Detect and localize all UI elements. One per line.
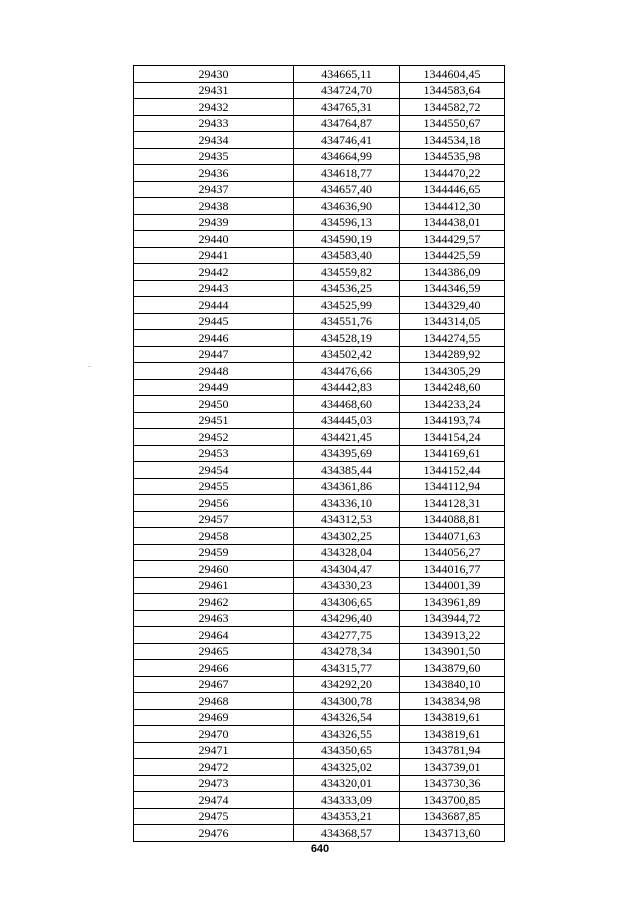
point-number-cell: 29458 (134, 528, 294, 545)
point-number-cell: 29471 (134, 742, 294, 759)
table-row (134, 561, 505, 578)
point-number-cell: 29442 (134, 264, 294, 281)
point-number-cell: 29450 (134, 396, 294, 413)
table-row (134, 825, 505, 842)
table-row (134, 676, 505, 693)
point-number-cell: 29455 (134, 478, 294, 495)
point-number-cell: 29443 (134, 280, 294, 297)
point-number-cell: 29460 (134, 561, 294, 578)
x-coordinate-cell: 434528,19 (294, 330, 400, 347)
x-coordinate-cell: 434315,77 (294, 660, 400, 677)
y-coordinate-cell: 1344154,24 (400, 429, 505, 446)
point-number-cell: 29446 (134, 330, 294, 347)
table-row (134, 693, 505, 710)
x-coordinate-cell: 434368,57 (294, 825, 400, 842)
x-coordinate-cell: 434476,66 (294, 363, 400, 380)
table-row (134, 231, 505, 248)
y-coordinate-cell: 1344429,57 (400, 231, 505, 248)
x-coordinate-cell: 434336,10 (294, 495, 400, 512)
point-number-cell: 29457 (134, 511, 294, 528)
y-coordinate-cell: 1343879,60 (400, 660, 505, 677)
point-number-cell: 29473 (134, 775, 294, 792)
y-coordinate-cell: 1344386,09 (400, 264, 505, 281)
y-coordinate-cell: 1344088,81 (400, 511, 505, 528)
x-coordinate-cell: 434421,45 (294, 429, 400, 446)
point-number-cell: 29430 (134, 66, 294, 83)
point-number-cell: 29433 (134, 115, 294, 132)
table-row (134, 181, 505, 198)
y-coordinate-cell: 1343687,85 (400, 808, 505, 825)
table-row (134, 198, 505, 215)
point-number-cell: 29464 (134, 627, 294, 644)
point-number-cell: 29445 (134, 313, 294, 330)
y-coordinate-cell: 1344233,24 (400, 396, 505, 413)
y-coordinate-cell: 1343739,01 (400, 759, 505, 776)
table-row (134, 379, 505, 396)
y-coordinate-cell: 1344604,45 (400, 66, 505, 83)
y-coordinate-cell: 1343730,36 (400, 775, 505, 792)
table-row (134, 511, 505, 528)
x-coordinate-cell: 434330,23 (294, 577, 400, 594)
x-coordinate-cell: 434636,90 (294, 198, 400, 215)
page-number: 640 (310, 843, 330, 855)
x-coordinate-cell: 434300,78 (294, 693, 400, 710)
table-row (134, 148, 505, 165)
table-row (134, 544, 505, 561)
point-number-cell: 29461 (134, 577, 294, 594)
y-coordinate-cell: 1343961,89 (400, 594, 505, 611)
x-coordinate-cell: 434583,40 (294, 247, 400, 264)
x-coordinate-cell: 434551,76 (294, 313, 400, 330)
table-row (134, 363, 505, 380)
y-coordinate-cell: 1344534,18 (400, 132, 505, 149)
x-coordinate-cell: 434361,86 (294, 478, 400, 495)
point-number-cell: 29465 (134, 643, 294, 660)
point-number-cell: 29469 (134, 709, 294, 726)
x-coordinate-cell: 434445,03 (294, 412, 400, 429)
x-coordinate-cell: 434328,04 (294, 544, 400, 561)
y-coordinate-cell: 1344274,55 (400, 330, 505, 347)
y-coordinate-cell: 1344128,31 (400, 495, 505, 512)
x-coordinate-cell: 434664,99 (294, 148, 400, 165)
point-number-cell: 29436 (134, 165, 294, 182)
x-coordinate-cell: 434333,09 (294, 792, 400, 809)
table-row (134, 759, 505, 776)
point-number-cell: 29437 (134, 181, 294, 198)
table-row (134, 495, 505, 512)
table-row (134, 66, 505, 83)
x-coordinate-cell: 434385,44 (294, 462, 400, 479)
x-coordinate-cell: 434304,47 (294, 561, 400, 578)
y-coordinate-cell: 1344550,67 (400, 115, 505, 132)
point-number-cell: 29468 (134, 693, 294, 710)
table-row (134, 346, 505, 363)
table-row (134, 313, 505, 330)
table-row (134, 808, 505, 825)
table-row (134, 792, 505, 809)
x-coordinate-cell: 434764,87 (294, 115, 400, 132)
x-coordinate-cell: 434468,60 (294, 396, 400, 413)
point-number-cell: 29434 (134, 132, 294, 149)
table-row (134, 610, 505, 627)
table-row (134, 82, 505, 99)
table-row (134, 396, 505, 413)
x-coordinate-cell: 434596,13 (294, 214, 400, 231)
y-coordinate-cell: 1343819,61 (400, 709, 505, 726)
y-coordinate-cell: 1343840,10 (400, 676, 505, 693)
y-coordinate-cell: 1344016,77 (400, 561, 505, 578)
y-coordinate-cell: 1344001,39 (400, 577, 505, 594)
y-coordinate-cell: 1344583,64 (400, 82, 505, 99)
x-coordinate-cell: 434277,75 (294, 627, 400, 644)
table-row (134, 709, 505, 726)
y-coordinate-cell: 1344438,01 (400, 214, 505, 231)
table-row (134, 214, 505, 231)
x-coordinate-cell: 434325,02 (294, 759, 400, 776)
point-number-cell: 29459 (134, 544, 294, 561)
y-coordinate-cell: 1343834,98 (400, 693, 505, 710)
x-coordinate-cell: 434746,41 (294, 132, 400, 149)
table-row (134, 412, 505, 429)
table-row (134, 594, 505, 611)
table-row (134, 627, 505, 644)
table-row (134, 528, 505, 545)
table-row (134, 478, 505, 495)
coordinates-table-body (134, 66, 505, 842)
y-coordinate-cell: 1344248,60 (400, 379, 505, 396)
table-row (134, 643, 505, 660)
y-coordinate-cell: 1344582,72 (400, 99, 505, 116)
x-coordinate-cell: 434765,31 (294, 99, 400, 116)
x-coordinate-cell: 434442,83 (294, 379, 400, 396)
y-coordinate-cell: 1344425,59 (400, 247, 505, 264)
point-number-cell: 29467 (134, 676, 294, 693)
point-number-cell: 29475 (134, 808, 294, 825)
table-row (134, 264, 505, 281)
y-coordinate-cell: 1344152,44 (400, 462, 505, 479)
point-number-cell: 29453 (134, 445, 294, 462)
table-row (134, 115, 505, 132)
y-coordinate-cell: 1344305,29 (400, 363, 505, 380)
x-coordinate-cell: 434536,25 (294, 280, 400, 297)
x-coordinate-cell: 434525,99 (294, 297, 400, 314)
point-number-cell: 29456 (134, 495, 294, 512)
y-coordinate-cell: 1343913,22 (400, 627, 505, 644)
table-row (134, 297, 505, 314)
point-number-cell: 29472 (134, 759, 294, 776)
point-number-cell: 29435 (134, 148, 294, 165)
point-number-cell: 29431 (134, 82, 294, 99)
x-coordinate-cell: 434306,65 (294, 594, 400, 611)
table-row (134, 99, 505, 116)
y-coordinate-cell: 1344289,92 (400, 346, 505, 363)
y-coordinate-cell: 1344056,27 (400, 544, 505, 561)
y-coordinate-cell: 1343781,94 (400, 742, 505, 759)
x-coordinate-cell: 434312,53 (294, 511, 400, 528)
point-number-cell: 29451 (134, 412, 294, 429)
table-row (134, 429, 505, 446)
y-coordinate-cell: 1343819,61 (400, 726, 505, 743)
table-row (134, 330, 505, 347)
table-row (134, 660, 505, 677)
x-coordinate-cell: 434292,20 (294, 676, 400, 693)
point-number-cell: 29438 (134, 198, 294, 215)
point-number-cell: 29474 (134, 792, 294, 809)
y-coordinate-cell: 1344446,65 (400, 181, 505, 198)
table-row (134, 132, 505, 149)
point-number-cell: 29466 (134, 660, 294, 677)
point-number-cell: 29440 (134, 231, 294, 248)
x-coordinate-cell: 434326,55 (294, 726, 400, 743)
y-coordinate-cell: 1344346,59 (400, 280, 505, 297)
x-coordinate-cell: 434296,40 (294, 610, 400, 627)
table-row (134, 775, 505, 792)
y-coordinate-cell: 1344169,61 (400, 445, 505, 462)
x-coordinate-cell: 434502,42 (294, 346, 400, 363)
y-coordinate-cell: 1344071,63 (400, 528, 505, 545)
point-number-cell: 29447 (134, 346, 294, 363)
y-coordinate-cell: 1343901,50 (400, 643, 505, 660)
table-row (134, 247, 505, 264)
point-number-cell: 29476 (134, 825, 294, 842)
x-coordinate-cell: 434320,01 (294, 775, 400, 792)
x-coordinate-cell: 434665,11 (294, 66, 400, 83)
x-coordinate-cell: 434353,21 (294, 808, 400, 825)
x-coordinate-cell: 434350,65 (294, 742, 400, 759)
y-coordinate-cell: 1344329,40 (400, 297, 505, 314)
point-number-cell: 29432 (134, 99, 294, 116)
y-coordinate-cell: 1343944,72 (400, 610, 505, 627)
x-coordinate-cell: 434326,54 (294, 709, 400, 726)
y-coordinate-cell: 1344314,05 (400, 313, 505, 330)
x-coordinate-cell: 434278,34 (294, 643, 400, 660)
y-coordinate-cell: 1344470,22 (400, 165, 505, 182)
point-number-cell: 29463 (134, 610, 294, 627)
x-coordinate-cell: 434618,77 (294, 165, 400, 182)
point-number-cell: 29444 (134, 297, 294, 314)
table-row (134, 165, 505, 182)
x-coordinate-cell: 434395,69 (294, 445, 400, 462)
point-number-cell: 29448 (134, 363, 294, 380)
point-number-cell: 29462 (134, 594, 294, 611)
point-number-cell: 29441 (134, 247, 294, 264)
table-row (134, 742, 505, 759)
y-coordinate-cell: 1343700,85 (400, 792, 505, 809)
table-row (134, 445, 505, 462)
coordinates-table (133, 65, 505, 842)
y-coordinate-cell: 1343713,60 (400, 825, 505, 842)
table-row (134, 280, 505, 297)
x-coordinate-cell: 434559,82 (294, 264, 400, 281)
y-coordinate-cell: 1344193,74 (400, 412, 505, 429)
table-row (134, 577, 505, 594)
y-coordinate-cell: 1344412,30 (400, 198, 505, 215)
table-row (134, 462, 505, 479)
x-coordinate-cell: 434302,25 (294, 528, 400, 545)
point-number-cell: 29449 (134, 379, 294, 396)
point-number-cell: 29470 (134, 726, 294, 743)
point-number-cell: 29439 (134, 214, 294, 231)
y-coordinate-cell: 1344535,98 (400, 148, 505, 165)
x-coordinate-cell: 434657,40 (294, 181, 400, 198)
point-number-cell: 29454 (134, 462, 294, 479)
y-coordinate-cell: 1344112,94 (400, 478, 505, 495)
point-number-cell: 29452 (134, 429, 294, 446)
scan-mark (88, 366, 91, 367)
x-coordinate-cell: 434590,19 (294, 231, 400, 248)
x-coordinate-cell: 434724,70 (294, 82, 400, 99)
table-row (134, 726, 505, 743)
